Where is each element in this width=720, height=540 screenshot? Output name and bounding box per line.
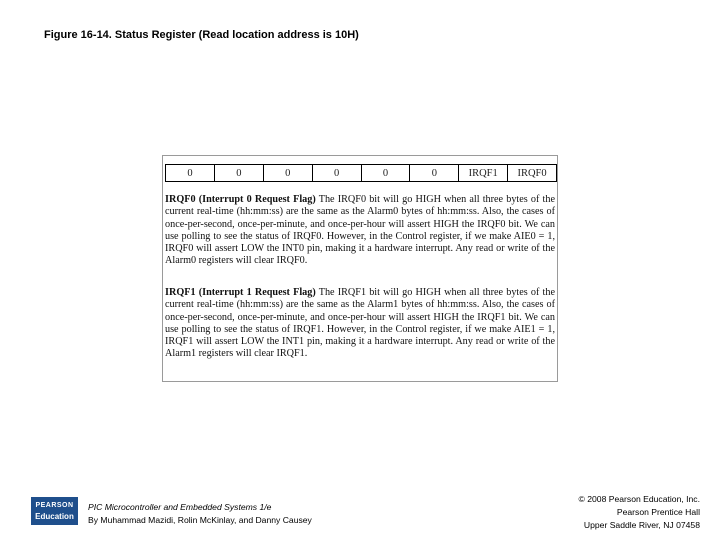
register-bit-0: IRQF0 — [517, 167, 547, 179]
logo-line-1: PEARSON — [35, 502, 74, 509]
register-bit-5: 0 — [264, 165, 313, 181]
book-authors: By Muhammad Mazidi, Rolin McKinlay, and Danny Causey — [88, 515, 312, 525]
irqf0-description — [165, 194, 555, 268]
irqf0-text: The IRQF0 bit will go HIGH when all three bytes of the current real-time (hh:mm:ss) are the same as the Alarm0 bytes of hh:mm:ss. Also, the cases of once-per-second, once-per-minute, and once-per-hour will assert HIGH the IRQF0 bit. We can use polling to see the status of IRQF0. However, in the Control register, if we make AIE0 = 1, IRQF0 will assert LOW the INT0 pin, making it a hardware interrupt. Any read or write of the Alarm0 registers will clear IRQF0. — [165, 194, 555, 267]
book-title: PIC Microcontroller and Embedded Systems 1/e — [88, 502, 272, 512]
irqf0-term: IRQF0 (Interrupt 0 Request Flag) — [165, 194, 316, 205]
footer-copyright — [579, 493, 700, 532]
footer-book-info — [88, 501, 312, 527]
register-bit-row — [165, 164, 557, 182]
register-bit-2: 0 — [410, 165, 459, 181]
register-bit-1: IRQF1 — [459, 165, 508, 181]
register-bit-4: 0 — [313, 165, 362, 181]
irqf1-description — [165, 287, 555, 361]
irqf1-text: The IRQF1 bit will go HIGH when all three bytes of the current real-time (hh:mm:ss) are the same as the Alarm1 bytes of hh:mm:ss. Also, the cases of once-per-second, once-per-minute, and once-per-hour will assert HIGH the IRQF1 bit. We can use polling to see the status of IRQF1. However, in the Control register, if we make AIE1 = 1, IRQF1 will assert LOW the INT1 pin, making it a hardware interrupt. Any read or write of the Alarm1 registers will clear IRQF1. — [165, 287, 555, 360]
pearson-logo — [31, 497, 78, 525]
figure-title: Figure 16-14. Status Register (Read location address is 10H) — [44, 29, 359, 41]
publisher-line: Pearson Prentice Hall — [616, 507, 700, 517]
logo-line-2: Education — [35, 512, 74, 521]
register-bit-7: 0 — [166, 165, 215, 181]
status-register-figure — [162, 155, 558, 382]
irqf1-term: IRQF1 (Interrupt 1 Request Flag) — [165, 287, 316, 298]
address-line: Upper Saddle River, NJ 07458 — [583, 520, 700, 530]
copyright-line: © 2008 Pearson Education, Inc. — [578, 494, 700, 504]
register-bit-3: 0 — [362, 165, 411, 181]
register-bit-6: 0 — [215, 165, 264, 181]
